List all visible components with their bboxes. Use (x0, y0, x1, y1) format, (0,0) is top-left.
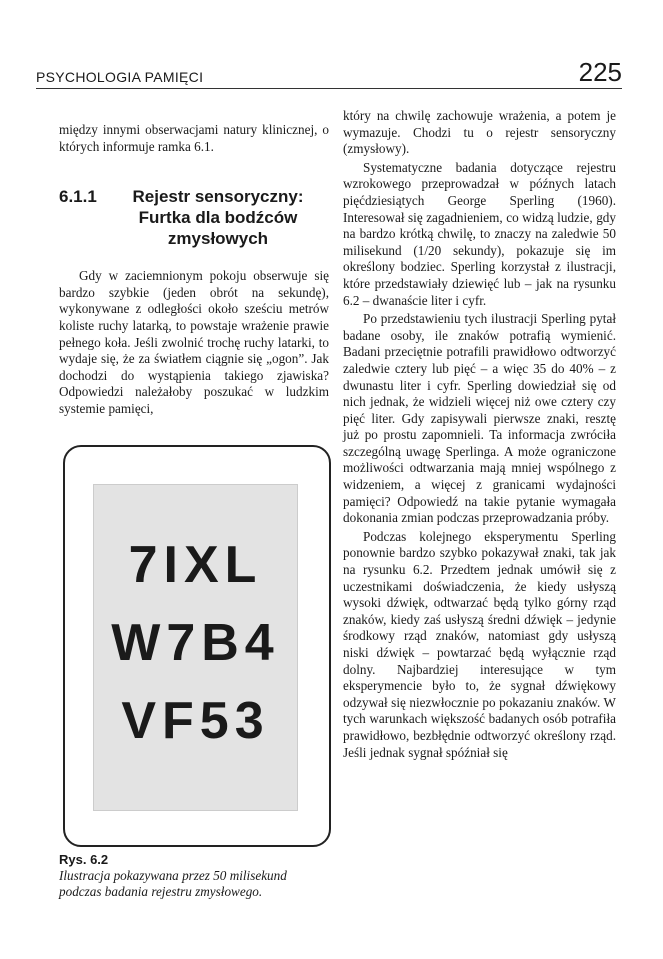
page-header (36, 58, 622, 89)
section-heading (59, 186, 329, 249)
body-paragraph: Po przedstawieniu tych ilustracji Sperling pytał badane osoby, ile znaków potrafią wymienić. Badani przeciętnie potrafili prawidłowo odtworzyć zaledwie cztery lub pięć – a więc 35 do 40% – z dwunastu liter i cyfr. Sperling dowiedział się od nich jednak, że widzieli więcej niż owe cztery czy pięć liter. Gdy zapisywali pierwsze znaki, resztę już po prostu zapomnieli. Ta informacja zwróciła szczególną uwagę Sperlinga. A może ograniczone możliwości odtwarzania mają mniej wspólnego z widzeniem, a więcej z granicami wydajności pamięci? Odpowiedź na takie pytanie wymagała dokonania zmian podczas przeprowadzania próby. (343, 311, 616, 526)
page-number: 225 (578, 57, 622, 87)
section-title: Rejestr sensoryczny: Furtka dla bodźców zmysłowych (132, 187, 304, 249)
body-paragraph: Gdy w zaciemnionym pokoju obserwuje się bardzo szybkie (jeden obrót na sekundę), wykonywane z odległości około sześciu metrów koliste ruchy latarką, to powstaje wrażenie prawie pełnego koła. Jeśli zwolnić trochę ruchy latarki, to wydaje się, że za światłem ciągnie się „ogon”. Jak dochodzi do wystąpienia takiego zjawiska? Odpowiedzi należałoby poszukać w ludzkim systemie pamięci, (59, 268, 329, 416)
section-number: 6.1.1 (59, 187, 97, 207)
stimulus-row-top: 7IXL (128, 536, 263, 594)
running-head: PSYCHOLOGIA PAMIĘCI (36, 69, 204, 85)
stimulus-row-bottom: VF53 (121, 692, 270, 750)
stimulus-row-middle: W7B4 (111, 614, 280, 672)
intro-paragraph: między innymi obserwacjami natury klinicznej, o których informuje ramka 6.1. (59, 122, 329, 154)
right-column (343, 108, 616, 761)
left-column (59, 122, 329, 418)
body-paragraph: Podczas kolejnego eksperymentu Sperling ponownie bardzo szybko pokazywał znaki, tak jak na rysunku 6.2. Przedtem jednak umówił się z uczestnikami doświadczenia, że kiedy usłyszą wysoki dźwięk, odtwarzać będą tylko górny rząd znaków, kiedy zaś usłyszą średni dźwięk – jedynie środkowy rząd znaków, natomiast gdy usłyszą niski dźwięk – powtarzać będą wyłącznie rząd dolny. Najbardziej interesujące w tym eksperymencie było to, że sygnał dźwiękowy odzywał się niezwłocznie po pokazaniu znaków. W tych warunkach większość badanych osób potrafiła prawidłowo, bezbłędnie odtworzyć określony rząd. Jeśli jednak sygnał spóźniał się (343, 528, 616, 760)
stimulus-card (93, 484, 298, 811)
figure-label: Rys. 6.2 (59, 852, 109, 867)
figure-caption: Ilustracja pokazywana przez 50 milisekund podczas badania rejestru zmysłowego. (59, 868, 287, 900)
body-paragraph: który na chwilę zachowuje wrażenia, a potem je wymazuje. Chodzi tu o rejestr sensoryczny (zmysłowy). (343, 108, 616, 157)
body-paragraph: Systematyczne badania dotyczące rejestru wzrokowego przeprowadzał w późnych latach pięćdziesiątych George Sperling (1960). Interesował się zagadnieniem, co widzą ludzie, gdy na bardzo krótką chwilę, to znaczy na zaledwie 50 milisekund (1/20 sekundy), pokazuje się im określony bodziec. Sperling korzystał z ilustracji, które przedstawiały dziewięć lub – jak na rysunku 6.2 – dwanaście liter i cyfr. (343, 159, 616, 308)
